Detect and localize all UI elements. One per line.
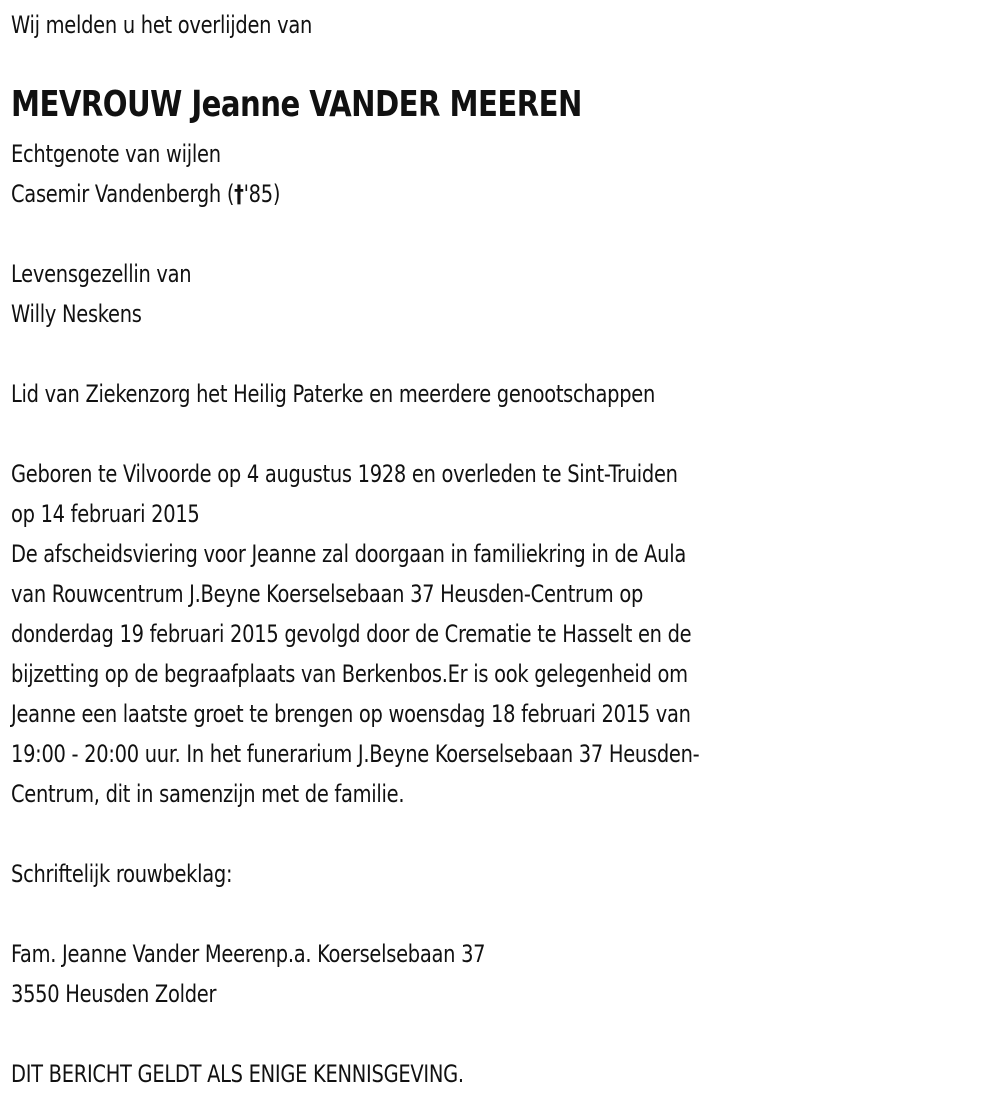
deceased-name-heading: MEVROUW Jeanne VANDER MEEREN [11,84,582,125]
body-line: Geboren te Vilvoorde op 4 augustus 1928 en overleden te Sint-Truiden [11,460,678,488]
membership-text: Lid van Ziekenzorg het Heilig Paterke en meerdere genootschappen [11,380,656,408]
cross-icon: † [234,180,244,208]
body-line: De afscheidsviering voor Jeanne zal doorgaan in familiekring in de Aula [11,540,686,568]
closing-statement: DIT BERICHT GELDT ALS ENIGE KENNISGEVING. [11,1060,464,1088]
spouse-name: Casemir Vandenbergh ( [11,180,235,208]
partner-label: Levensgezellin van [11,260,192,288]
partner-name: Willy Neskens [11,300,142,328]
condolence-label: Schriftelijk rouwbeklag: [11,860,233,888]
body-line: Jeanne een laatste groet te brengen op woensdag 18 februari 2015 van [11,700,691,728]
address-line-1: Fam. Jeanne Vander Meerenp.a. Koerselsebaan 37 [11,940,486,968]
intro-text: Wij melden u het overlijden van [11,11,313,39]
body-line: van Rouwcentrum J.Beyne Koerselsebaan 37 Heusden-Centrum op [11,580,644,608]
body-line: bijzetting op de begraafplaats van Berkenbos.Er is ook gelegenheid om [11,660,688,688]
address-line-2: 3550 Heusden Zolder [11,980,217,1008]
spouse-label: Echtgenote van wijlen [11,140,221,168]
spouse-name-line [11,174,280,214]
spouse-death-year: '85) [243,180,281,208]
body-line: Centrum, dit in samenzijn met de familie. [11,780,405,808]
body-line: donderdag 19 februari 2015 gevolgd door de Crematie te Hasselt en de [11,620,692,648]
body-line: 19:00 - 20:00 uur. In het funerarium J.Beyne Koerselsebaan 37 Heusden- [11,740,700,768]
body-line: op 14 februari 2015 [11,500,200,528]
